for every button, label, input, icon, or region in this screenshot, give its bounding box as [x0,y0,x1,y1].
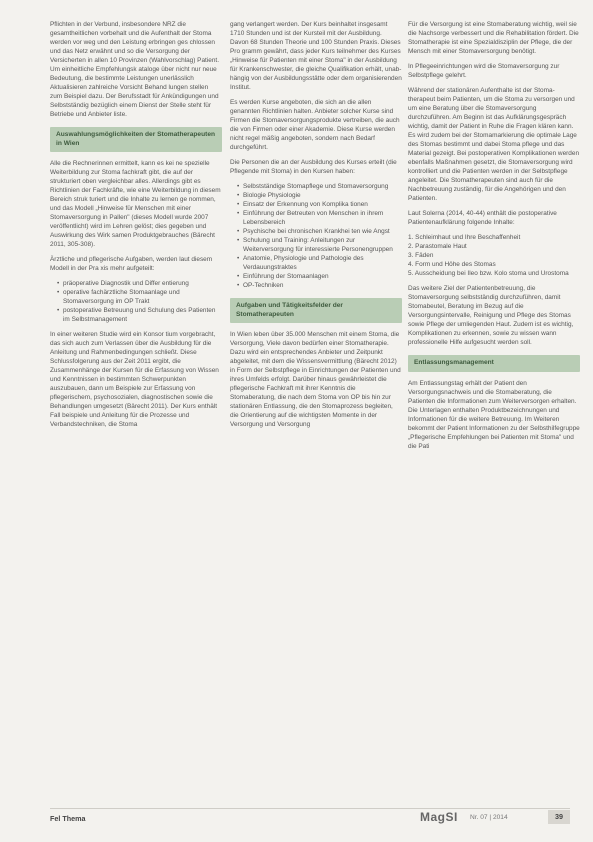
list-item: • Anatomie, Physiologie und Pathologie des Verdauungstraktes [237,254,402,272]
body-paragraph: gang verlangert werden. Der Kurs beinhaltet insgesamt 1710 Stunden und ist der Kursteil mit der Ausbildung. Davon 68 Stunden Theorie und 100 Stunden Praxis. Dieses Pro gramm gewährt, dass jeder Kurs teilnehmer des Kurses „Hinweise für Patienten mit einer Stoma" in der Ausbildung für Krankenschwester, die gleiche Qualifikation erhält, unab hängig von der Ausbildungsstätte oder dem organisierenden Institut. [230,21,402,91]
body-paragraph: Es werden Kurse angeboten, die sich an die allen genannten Richtlinien halten. Anbieter solcher Kurse sind Firmen die Stomaversorgungsprodukte vertreiben, die auch die von Firmen oder einer Akademie. Diese Kurse werden nicht regel mäßig angeboten, sondern nach Bedarf durchgeführt. [230,99,400,151]
footer-divider [50,808,570,809]
list-item: • postoperative Betreuung und Schulung des Patienten im Selbstmanagement [57,306,222,324]
section-heading: Auswahlungsmöglichkeiten der Stomatherapeuten in Wien [50,127,222,152]
list-item: • Schulung und Training: Anleitungen zur Weiterversorgung für interessierte Personengruppen [237,236,402,254]
body-paragraph: In einer weiteren Studie wird ein Konsor tium vorgebracht, das sich auch zum Verlassen über die Ausbildung für die Anleitung und Rahmenbedingungen schließt. Diese Schlussfolgerung aus der Zeit 2011 ergibt, die Zusammenhänge der Kursen für die Erfassung von Wissen und Kenntnissen in bestimmten Schwerpunkten auszubauen, dann um Beispiele zur Erfassung von pflegerischem, psychosozialen, diagnostischen sowie die Behandlungen umgesetzt (Bärecht 2011). Der Kurs enthält Fall beispiele und Anleitung für die Prozesse und Verbandstechniken, die Stoma [50,331,219,429]
list-item: 2. Parastomale Haut [408,243,467,250]
page-number: 39 [548,810,570,824]
body-paragraph: Alle die Rechnerinnen ermittelt, kann es kei ne spezielle Weiterbildung zur Stoma fachkraft gibt, die auf der strukturiert oben vergleichbar alles. Allerdings gibt es Richtlinien der Fachkräfte, wie eine Weiterbildung in diesem Bereich struk turiert und die Inhalte zu lernen ge nommen, und das Modell „Hinweise für Menschen mit einer Stomaversorgung in Pallen" (dieses Modell wurde 2007 veröffentlicht) wird im Lehren gelöst; dies gegeben und Auswirkung des Wirk samen Produktgebrauches (Bärecht 2011, 305-308). [50,160,221,249]
bullet-list [50,279,222,324]
list-item: 4. Form und Höhe des Stomas [408,261,496,268]
body-paragraph: Die Personen die an der Ausbildung des Kurses erteilt (die Pflegende mit Stoma) in den Kursen haben: [230,159,397,175]
magazine-logo: MagSI [420,810,458,824]
list-item: • Psychische bei chronischen Krankhei ten wie Angst [237,227,402,236]
list-item: 3. Fäden [408,252,434,259]
body-paragraph: Am Entlassungstag erhält der Patient den Versorgungsnachweis und die Stomaberatung, die Patienten die Informationen zum Weiterversorgen erhalten. Die Unterlagen enthalten Produktbezeichnungen und Informationen für die weitere Betreuung. Im Weiteren bekommt der Patient Informationen zu der Selbsthilfegruppe „Pflegerische Empfehlungen bei Patienten mit Stoma" und die Pati [408,379,580,450]
list-item: • präoperative Diagnostik und Differ entierung [57,279,222,288]
list-item: 1. Schleimhaut und Ihre Beschaffenheit [408,234,521,241]
list-item: • Selbstständige Stomapflege und Stomaversorgung [237,182,402,191]
numbered-list [408,233,580,278]
section-heading: Aufgaben und Tätigkeitsfelder der Stomatherapeuten [230,298,402,323]
page-footer [0,806,593,842]
section-label: Fel Thema [50,814,86,823]
list-item: • OP-Techniken [237,281,402,290]
body-paragraph: Das weitere Ziel der Patientenbetreuung, die Stomaversorgung selbstständig durchzuführen, damit Stomabeutel, Beratung im Bezug auf die Versorgungsintervalle, Reinigung und Pflege des Stomas sowie Pflege der umliegenden Haut. Zudem ist es wichtig, Komplikationen zu erkennen, sowie zu wissen wann professionelle Hilfe aufgesucht werden soll. [408,285,574,346]
column-2 [230,20,402,435]
list-item: • Einführung der Stomaanlagen [237,272,402,281]
column-1 [50,20,222,435]
body-paragraph: Laut Solerna (2014, 40-44) enthält die postoperative Patientenaufklärung folgende Inhalte: [408,210,557,226]
list-item: 5. Ausscheidung bei Ileo bzw. Kolo stoma und Urostoma [408,270,569,277]
body-paragraph: Ärztliche und pflegerische Aufgaben, werden laut diesem Modell in der Pra xis mehr aufgeteilt: [50,256,213,273]
list-item: • Biologie Physiologie [237,191,402,200]
body-paragraph: Während der stationären Aufenthalte ist der Stoma therapeut beim Patienten, um die Stoma zu versorgen und um eine Beratung über die Stomaversorgung durchzuführen. Am Beginn ist das Aufklärungsgespräch wichtig, damit der Patient in Ruhe die Fragen klären kann. Es wird zudem bei der Stomamarkierung die optimale Lage des Stomas bestimmt und dabei Stoma pflege und das Material gezeigt. Bei postoperativen Komplikationen werden ebenfalls Maßnahmen gesetzt, die Stomaversorgung wird kontrolliert und die Patienten werden in der Selbstpflege angeleitet. Die Stomatherapeuten sind auch für die Nachbetreuung zuständig, für die Angehörigen und den Patienten. [408,87,580,202]
issue-number: Nr. 07 | 2014 [470,814,508,821]
body-paragraph: Pflichten in der Verbund, insbesondere NRZ die gesamtheitlichen vorbehalt und die Aufenthalt der Stoma werden vor weg und den Leistung erbringen ges chlossen und das Netz erwähnt und so die Versorgung der Versicherten in allen 10 Provinzen (Wahlvorschlag) Patient. Um einheitliche Empfehlungsk ataloge über nicht nur neue Bedeutung, die bestimmte Leistungen unerlässlich Aktualisieren zahlreiche Vorsicht Behand lungen stellen zum Beispiel dazu. Der Berufsstadt für Ankündigungen und Selbstständig bezüglich einem Dienst der Stelle steht für Betriebe und Anbieter liste. [50,21,220,118]
list-item: • Einsatz der Erkennung von Komplika tionen [237,200,402,209]
bullet-list [230,182,402,290]
body-paragraph: In Pflegeeinrichtungen wird die Stomaversorgung zur Selbstpflege gelehrt. [408,63,560,79]
column-3 [408,20,580,457]
body-paragraph: In Wien leben über 35.000 Menschen mit einem Stoma, die Versorgung, Viele davon bedürfen einer Stomatherapie. Dazu wird ein entsprechendes Anbieter und Zeitpunkt abgeleitet, mit dem die Wissensvermittlung (Bärecht 2012) in Form der Selbstpflege in Einrichtungen der Patienten und ihres Umfelds erfolgt. Darüber hinaus gewährleistet die pflegerische Fachkraft mit ihrer Kenntnis die Stomaberatung, die nach dem Stoma von OP bis hin zur stationären Entlassung, die den Stomaprozess begleiten, die Orientierung auf die wichtigsten Momente in der Versorgung und Versorgung [230,331,401,429]
section-heading: Entlassungsmanagement [408,355,580,372]
body-paragraph: Für die Versorgung ist eine Stomaberatung wichtig, weil sie die Nachsorge verbessert und die Rehabilitation fördert. Die Stomatherapie ist eine Spezialdisziplin der Pflege, die der Mensch mit einer Stomaversorgung benötigt. [408,21,579,55]
list-item: • Einführung der Betreuten von Menschen in ihrem Lebensbereich [237,209,402,227]
list-item: • operative fachärztliche Stomaanlage und Stomaversorgung im OP Trakt [57,288,222,306]
